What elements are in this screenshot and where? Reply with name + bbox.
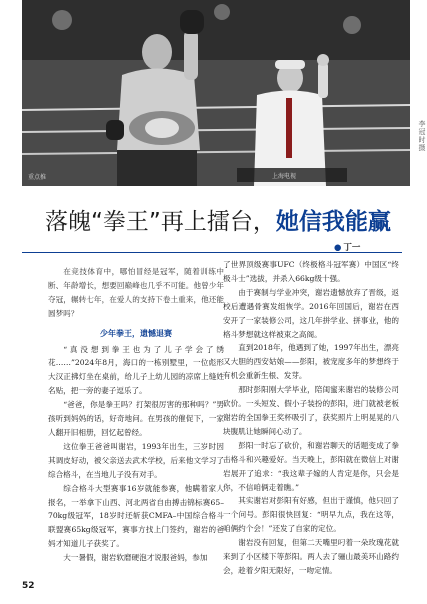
photo-credit: 李冠时摄	[418, 120, 426, 152]
right-paragraph: 了世界顶级赛事UFC（终极格斗冠军赛）中国区“终极斗士”选拔，并杀入66kg级十强。	[223, 260, 399, 283]
left-paragraph: 这位拳王爸爸叫谢岩，1993年出生，三岁时因其调皮好动，被父亲送去武术学校，后来他文学习了综合格斗，在当地儿子没有对手。	[48, 441, 224, 479]
photo-banner-left: 重点推	[28, 174, 47, 181]
left-paragraph: “真没想到拳王也为了儿子学会了绣花……”2024年8月，海口的一栋别墅里，一位彪形大汉正拂灯坐在桌前，给儿子上幼儿园的凉席上缝姓名贴，把一旁的妻子逗乐了。	[48, 344, 224, 396]
title-part-2: 她信我能赢	[275, 209, 391, 235]
left-paragraph: 大一暑假，谢岩软磨硬泡才说服爸妈，参加	[63, 553, 208, 563]
section-heading: 少年拳王，遗憾退赛	[100, 328, 172, 338]
left-paragraph: 综合格斗大型赛事16岁就能参赛，他瞒着家人报名，一举拿下山西、河北两省自由搏击锦标赛65–70kg级冠军，18岁时还斩获CMFA–中国综合格斗联盟赛65kg级冠军，赛事方找上门签约，谢岩的爸妈才知道儿子获奖了。	[48, 483, 224, 549]
boxing-ring-illustration	[22, 0, 410, 186]
right-paragraph: 彭阳一时忘了砍价，和谢岩聊天的话题变成了拳击格斗和兴趣爱好。当天晚上，彭阳就在微信上对谢岩展开了追求：“我这辈子嫁的人肯定是你，只会是你，不信咱俩走着瞧。”	[223, 440, 399, 492]
right-paragraph: 那时彭阳刚大学毕业，陪闺蜜来谢岩的装修公司砍价。一头短发、假小子装扮的彭阳，进门就被老板谢岩的全国拳王奖杯吸引了，获奖照片上明晃晃的八块腹肌让她瞬间心动了。	[223, 385, 399, 436]
right-paragraph: 其实谢岩对彭阳有好感，但出于谨慎，他只回了一个问号。彭阳很快回复：“明早九点，我在这等，咱俩约个会！”还发了自家的定位。	[223, 496, 399, 534]
article-title	[45, 203, 391, 236]
page-number: 52	[22, 581, 35, 591]
title-part-1: 落魄“拳王”再上擂台，	[45, 209, 276, 235]
right-paragraph: 由于赛制与学业冲突，谢岩遗憾放弃了晋级，返校后遭遇骨赛发组恢学。2016年回国后，谢岩在西安开了一家装修公司，这几年拼学业、拼事业，他的格斗梦想就这样被束之高阁。	[223, 287, 399, 339]
right-column	[223, 258, 399, 578]
title-divider	[22, 252, 402, 253]
author-name: 丁一	[343, 243, 361, 253]
left-paragraph: “爸爸，你是拳王吗？打架很厉害的那种吗？”男孩听到妈妈的话，好奇地问。在男孩的催促下，一家人翻开旧相册，回忆起曾经。	[48, 400, 224, 437]
byline-bullet-icon: ●	[334, 243, 342, 253]
right-paragraph: 谢岩没有回复，但第二天嘴里叼着一朵玫瑰花就来到了小区楼下等彭阳。两人去了骊山最美环山路约会，趁着夕阳无限好，一吻定情。	[223, 538, 399, 575]
article-lead: 在竞技体育中，哪怕冒经是冠军，随着训练中断、年龄增长，想要回巅峰也几乎不可能。他曾少年夺冠，辗转七年，在爱人的支持下卷土重来，他还能圆梦吗？	[48, 267, 224, 318]
article-photo	[22, 0, 410, 186]
photo-banner-right: 上海电视	[272, 173, 297, 180]
left-column	[48, 265, 224, 565]
right-paragraph: 直到2018年，他遇到了她，1997年出生，漂亮又大胆的西安姑娘——彭阳，被宠度多年的梦想终于有机会重新生根、发芽。	[223, 343, 399, 381]
